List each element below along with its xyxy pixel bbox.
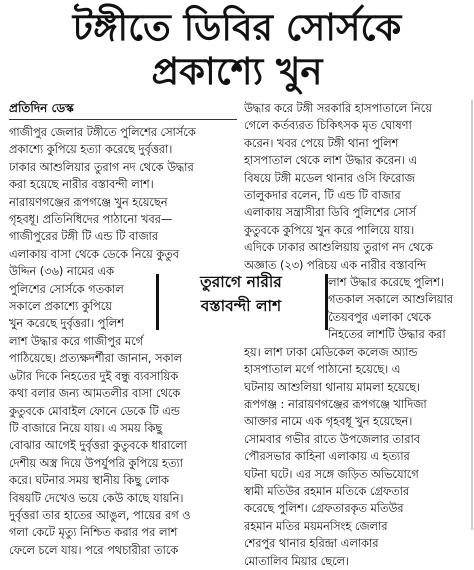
headline-line-2: প্রকাশ্যে খুন: [151, 50, 323, 93]
headline-line-1: টঙ্গীতে ডিবির সোর্সকে: [72, 6, 402, 49]
callout-line-1: তুরাগে নারীর: [200, 273, 282, 291]
article-line: কুতুবকে কুপিয়ে খুন করে পালিয়ে যায়।: [244, 223, 415, 237]
article-line: হাসপাতাল থেকে লাশ উদ্ধার করেন। এ: [244, 154, 418, 168]
article-line: উদ্ধার করে টঙ্গী সরকারি হাসপাতালে নিয়ে: [244, 102, 432, 115]
article-line: গেলে কর্তব্যরত চিকিৎসক মৃত ঘোষণা: [244, 119, 412, 133]
article-line: পাঠিয়েছে। প্রত্যক্ষদর্শীরা জানান, সকাল: [9, 352, 183, 366]
article-line: গাজীপুর জেলার টঙ্গীতে পুলিশের সোর্সকে: [9, 126, 196, 139]
article-line: হাসপাতাল মর্গে পাঠানো হয়েছে। এ: [244, 363, 401, 377]
article-line: স্বামী মতিউর রহমান মতিকে গ্রেফতার: [244, 484, 410, 498]
article-line: তৈয়বপুর এলাকা থেকে: [328, 310, 431, 324]
article-line: কুতুবকে মোবাইল ফোনে ডেকে টি এন্ড: [9, 404, 180, 418]
article-line: তালুকদার বলেন, টি এন্ড টি বাজার: [244, 189, 401, 203]
article-line: অজ্ঞাত (২৩) পরিচয় এক নারীর বস্তাবন্দি: [244, 258, 427, 272]
article-line: করেছে পুলিশ। গ্রেফতারকৃত মতিউর: [244, 502, 404, 516]
article-line: লাশ উদ্ধার করেছে পুলিশ।: [328, 276, 444, 290]
article-line: মোতালিব মিয়ার ছেলে।: [244, 554, 350, 568]
article-line: ঘটনায় আশুলিয়া থানায় মামলা হয়েছে।: [244, 380, 420, 394]
article-line: বিষয়টি দেখেও ভয়ে কেউ কাছে যায়নি।: [9, 491, 184, 505]
article-line: করে। ঘটনার সময় স্থানীয় কিছু লোক: [9, 474, 169, 488]
article-line: করেন। খবর পেয়ে টঙ্গী থানা পুলিশ: [244, 136, 399, 150]
left-column: [9, 124, 237, 559]
byline-divider: [9, 119, 237, 120]
article-line: নিহতের লাশটি উদ্ধার করা: [328, 328, 446, 342]
callout-box: [162, 270, 320, 332]
article-line: সকালে প্রকাশ্যে কুপিয়ে: [9, 300, 112, 314]
callout-left-bar: [156, 274, 159, 330]
page-edge: [471, 100, 473, 530]
article-line: ঢাকার আশুলিয়ার তুরাগ নদ থেকে উদ্ধার: [9, 160, 194, 174]
article-line: করা হয়েছে নারীর বস্তাবন্দী লাশ।: [9, 178, 154, 192]
article-line: এলাকায় বাসা থেকে ডেকে নিয়ে কুতুব: [9, 247, 179, 261]
article-line: উদ্দিন (৩৬) নামের এক: [9, 265, 114, 279]
article-line: লাশ উদ্ধার করে গাজীপুর মর্গে: [9, 334, 144, 348]
article-line: রূপগঞ্জ : নারায়ণগঞ্জের রূপগঞ্জে খাদিজা: [244, 397, 427, 411]
article-line: কথা বলার জন্য আমতলীর বাসা থেকে: [9, 387, 181, 401]
article-line: শেরপুর থানার হরিন্দ্রা এলাকার: [244, 537, 379, 551]
article-line: হয়। লাশ ঢাকা মেডিকেল কলেজ অ্যান্ড: [244, 345, 418, 359]
article-line: বোঝার আগেই দুর্বৃত্তরা কুতুবকে ধারালো: [9, 439, 187, 453]
article-line: এদিকে ঢাকার আশুলিয়ায় তুরাগ নদ থেকে: [244, 241, 433, 255]
right-column: [244, 100, 466, 570]
article-line: বিষয়ে টঙ্গী মডেল থানার ওসি ফিরোজ: [244, 171, 415, 185]
article-line: সোমবার গভীর রাতে উপজেলার তারাব: [244, 432, 421, 446]
article-line: এলাকায় সন্ত্রাসীরা ডিবি পুলিশের সোর্স: [244, 206, 416, 220]
article-line: গাজীপুরের টঙ্গী টি এন্ড টি বাজার: [9, 230, 159, 244]
article-line: গৃহবধূ। প্রতিনিধিদের পাঠানো খবর—: [9, 213, 173, 227]
article-line: পুলিশের সোর্সকে গতকাল: [9, 282, 124, 296]
article-line: রহমান মতির ময়মনসিংহ জেলার: [244, 519, 388, 533]
callout-line-2: বস্তাবন্দী লাশ: [200, 297, 282, 315]
callout-right-bar: [325, 274, 328, 330]
article-line: দুর্বৃত্তরা তার হাতের আঙুল, পায়ের রগ ও: [9, 508, 191, 522]
article-line: দেশীয় অস্ত্র দিয়ে উপর্যুপরি কুপিয়ে হত্যা: [9, 456, 184, 470]
article-line: নারায়ণগঞ্জের রূপগঞ্জে খুন হয়েছেন: [9, 195, 168, 209]
article-line: গলা কেটে মৃত্যু নিশ্চিত করার পর লাশ: [9, 526, 178, 540]
article-line: ফেলে চলে যায়। পরে পথচারীরা তাকে: [9, 543, 179, 557]
article-line: ঘটনা ঘটে। এর সঙ্গে জড়িত অভিযোগে: [244, 467, 419, 481]
article-line: টি বাজারে নিয়ে যায়। এ সময় কিছু: [9, 421, 163, 435]
article-line: আক্তার নামে এক গৃহবধূ খুন হয়েছেন।: [244, 415, 413, 429]
byline: প্রতিদিন ডেস্ক: [9, 101, 74, 115]
article-line: খুন করেছে দুর্বৃত্তরা। পুলিশ: [9, 317, 124, 331]
article-line: ৬টার দিকে নিহতের দুই বন্ধু ব্যবসায়িক: [9, 369, 179, 383]
article-line: প্রকাশ্যে কুপিয়ে হত্যা করেছে দুর্বৃত্তরা।: [9, 143, 173, 157]
article-line: গতকাল সকালে আশুলিয়ার: [328, 293, 453, 307]
article-line: পৌরসভার কাহিনা এলাকায় এ হত্যার: [244, 450, 410, 464]
